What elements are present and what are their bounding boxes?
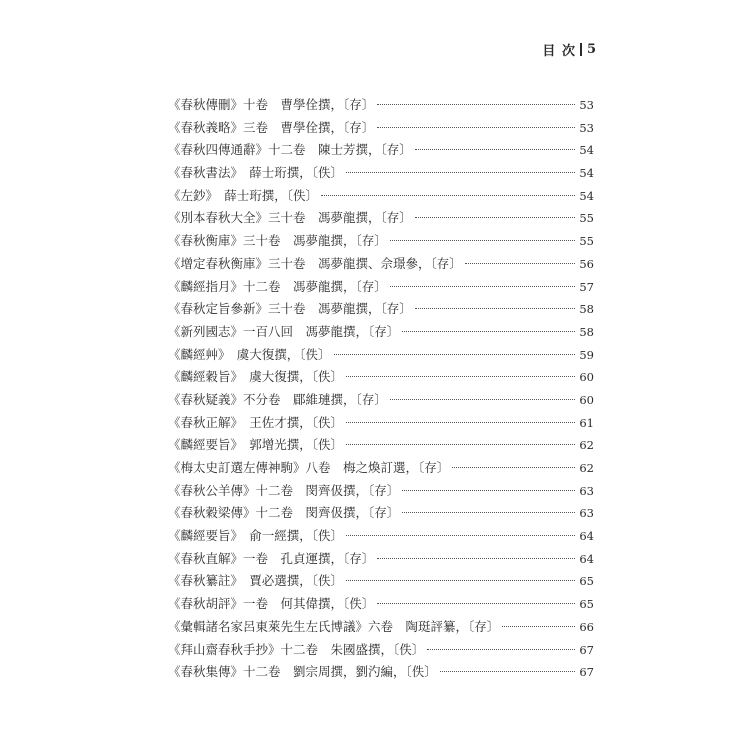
toc-entry	[168, 390, 594, 413]
toc-entry	[168, 617, 594, 640]
toc-entry-title: 《春秋書法》 薛士珩撰，〔佚〕	[168, 165, 344, 181]
toc-entry	[168, 481, 594, 504]
toc-dot-leader	[402, 490, 575, 491]
toc-entry-page-number: 54	[579, 166, 594, 181]
toc-entry	[168, 299, 594, 322]
toc-entry	[168, 526, 594, 549]
toc-entry-title: 《別本春秋大全》三十卷 馮夢龍撰，〔存〕	[168, 210, 412, 226]
toc-entry	[168, 231, 594, 254]
toc-entry	[168, 254, 594, 277]
toc-entry-page-number: 63	[579, 483, 594, 498]
toc-dot-leader	[415, 217, 575, 218]
toc-entry-page-number: 55	[579, 211, 594, 226]
toc-entry-title: 《春秋直解》一卷 孔貞運撰，〔存〕	[168, 550, 375, 566]
toc-entry-page-number: 56	[579, 256, 594, 271]
toc-dot-leader	[390, 240, 575, 241]
toc-entry	[168, 140, 594, 163]
toc-dot-leader	[346, 444, 575, 445]
running-head-divider	[580, 43, 582, 56]
toc-dot-leader	[415, 308, 575, 309]
toc-dot-leader	[377, 603, 575, 604]
toc-entry-title: 《麟經要旨》 俞一經撰，〔佚〕	[168, 528, 344, 544]
toc-entry-title: 《麟經艸》 虞大復撰，〔佚〕	[168, 346, 331, 362]
toc-dot-leader	[452, 467, 575, 468]
toc-dot-leader	[346, 580, 575, 581]
toc-entry	[168, 95, 594, 118]
toc-entry-page-number: 54	[579, 188, 594, 203]
toc-entry	[168, 208, 594, 231]
toc-entry	[168, 163, 594, 186]
toc-entry	[168, 367, 594, 390]
toc-entry-page-number: 67	[579, 642, 594, 657]
toc-dot-leader	[402, 331, 575, 332]
toc-dot-leader	[321, 195, 575, 196]
toc-dot-leader	[346, 376, 575, 377]
toc-entry-title: 《新列國志》一百八回 馮夢龍撰，〔存〕	[168, 323, 400, 339]
toc-entry	[168, 435, 594, 458]
toc-entry	[168, 549, 594, 572]
toc-dot-leader	[390, 286, 575, 287]
running-head	[542, 40, 597, 59]
toc-entry-page-number: 58	[579, 302, 594, 317]
toc-entry-page-number: 64	[579, 529, 594, 544]
toc-entry-page-number: 66	[579, 619, 594, 634]
toc-dot-leader	[390, 399, 575, 400]
toc-entry-page-number: 67	[579, 665, 594, 680]
toc-entry-page-number: 65	[579, 574, 594, 589]
toc-entry	[168, 458, 594, 481]
toc-entry-page-number: 65	[579, 597, 594, 612]
toc-entry	[168, 277, 594, 300]
toc-dot-leader	[346, 172, 575, 173]
toc-entry-title: 《春秋胡評》一卷 何其偉撰，〔佚〕	[168, 596, 375, 612]
running-head-title: 目 次	[542, 44, 576, 59]
toc-entry-page-number: 61	[579, 415, 594, 430]
toc-entry-title: 《春秋公羊傳》十二卷 閔齊伋撰，〔存〕	[168, 482, 400, 498]
toc-dot-leader	[334, 354, 575, 355]
running-head-page-number: 5	[586, 42, 597, 57]
toc-dot-leader	[502, 626, 575, 627]
toc-entry-page-number: 62	[579, 461, 594, 475]
toc-entry-title: 《梅太史訂選左傳神駒》八卷 梅之煥訂選，〔存〕	[168, 460, 450, 475]
toc-entry	[168, 118, 594, 141]
toc-entry	[168, 662, 594, 685]
toc-entry-title: 《春秋疑義》不分卷 郿維璉撰，〔存〕	[168, 391, 387, 407]
toc-entry-title: 《春秋傳刪》十卷 曹學佺撰，〔存〕	[168, 97, 375, 112]
toc-entry-title: 《春秋衡庫》三十卷 馮夢龍撰，〔存〕	[168, 233, 387, 249]
toc-entry-page-number: 64	[579, 551, 594, 566]
toc-entry-title: 《彙輯諸名家呂東萊先生左氏博議》六卷 陶珽評纂，〔存〕	[168, 618, 500, 634]
toc-entry-title: 《春秋纂註》 賈必選撰，〔佚〕	[168, 573, 344, 589]
toc-entry-page-number: 57	[579, 279, 594, 294]
toc-dot-leader	[346, 535, 575, 536]
toc-entry	[168, 186, 594, 209]
toc-dot-leader	[402, 512, 575, 513]
toc-entry-page-number: 60	[579, 392, 594, 407]
toc-entry-page-number: 55	[579, 234, 594, 249]
toc-entry-page-number: 58	[579, 324, 594, 339]
toc-entry	[168, 345, 594, 368]
toc-entry-page-number: 63	[579, 506, 594, 521]
toc-dot-leader	[465, 263, 575, 264]
toc-entry-page-number: 59	[579, 347, 594, 362]
toc-entry	[168, 322, 594, 345]
toc-entry-page-number: 54	[579, 143, 594, 158]
toc-entry-title: 《增定春秋衡庫》三十卷 馮夢龍撰、佘璟參，〔存〕	[168, 255, 462, 271]
toc-entry-title: 《春秋四傳通辭》十二卷 陳士芳撰，〔存〕	[168, 142, 412, 158]
toc-dot-leader	[440, 671, 575, 672]
toc-entry	[168, 640, 594, 663]
toc-entry-title: 《拜山齋春秋手抄》十二卷 朱國盛撰，〔佚〕	[168, 641, 425, 657]
toc-entry-title: 《左鈔》 薛士珩撰，〔佚〕	[168, 187, 319, 203]
toc-entry-title: 《春秋義略》三卷 曹學佺撰，〔存〕	[168, 119, 375, 135]
toc-entry-title: 《春秋集傳》十二卷 劉宗周撰，劉汋編，〔佚〕	[168, 664, 437, 680]
toc-entry-page-number: 60	[579, 370, 594, 385]
toc-entry	[168, 594, 594, 617]
table-of-contents	[168, 95, 594, 685]
toc-dot-leader	[427, 649, 575, 650]
toc-entry-page-number: 53	[579, 120, 594, 135]
toc-entry-title: 《麟經穀旨》 虞大復撰，〔佚〕	[168, 369, 344, 385]
toc-entry-page-number: 53	[579, 98, 594, 112]
toc-dot-leader	[377, 558, 575, 559]
toc-dot-leader	[377, 127, 575, 128]
toc-entry-title: 《麟經要旨》 郭增光撰，〔佚〕	[168, 437, 344, 453]
toc-dot-leader	[377, 104, 575, 105]
toc-entry-title: 《春秋定旨參新》三十卷 馮夢龍撰，〔存〕	[168, 301, 412, 317]
toc-entry	[168, 571, 594, 594]
toc-entry	[168, 503, 594, 526]
toc-entry-title: 《春秋正解》 王佐才撰，〔佚〕	[168, 414, 344, 430]
toc-entry-title: 《春秋穀梁傳》十二卷 閔齊伋撰，〔存〕	[168, 505, 400, 521]
toc-entry-page-number: 62	[579, 438, 594, 453]
toc-dot-leader	[415, 149, 575, 150]
toc-dot-leader	[346, 422, 575, 423]
toc-entry	[168, 413, 594, 436]
toc-entry-title: 《麟經指月》十二卷 馮夢龍撰，〔存〕	[168, 278, 387, 294]
